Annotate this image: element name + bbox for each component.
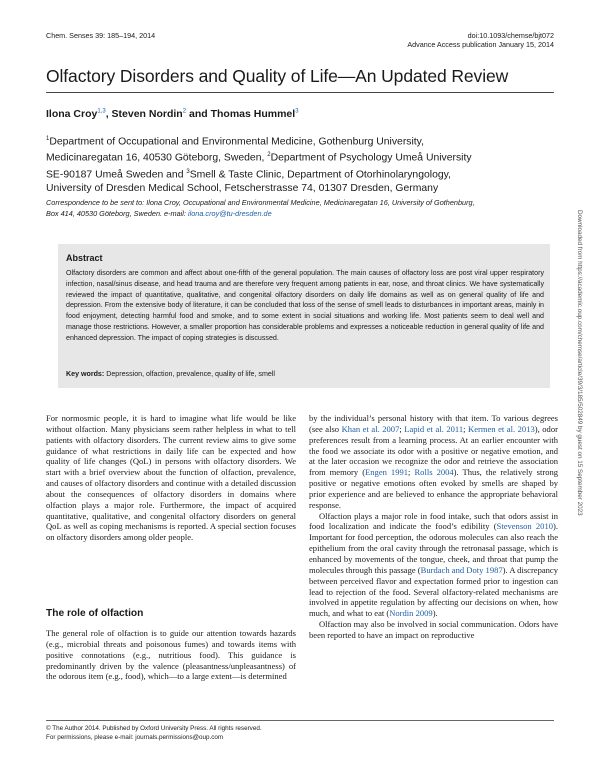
- article-title: Olfactory Disorders and Quality of Life—An Updated Review: [46, 66, 509, 86]
- body-text: For normosmic people, it is hard to imagine what life would be like without olfaction. Many physicians seem rather helpless in what to tell patients with olfactory disorders. The current review aims to give some guidance of what restrictions in daily life can be expected and how quality of life changes (QoL) in persons with olfactory disorders. We start with a brief overview about the function of olfaction, prevalence, and causes of olfactory disorders and continue with a detailed discussion about the consequences of olfactory disorders in domains where olfaction plays a major role. Furthermore, the impact of acquired quantitative, qualitative, and congenital olfactory disorders on general QoL as well as coping mechanisms is reported. A special section focuses on olfactory disorders among older people.: [46, 413, 296, 543]
- abstract-heading: Abstract: [66, 253, 103, 263]
- body-text: ;: [408, 467, 415, 478]
- role-paragraph: [46, 628, 296, 682]
- correspondence: [46, 198, 558, 219]
- affiliation-text: Smell & Taste Clinic, Department of Otorhinolaryngology,: [189, 169, 451, 180]
- body-text: ;: [463, 423, 469, 434]
- body-text: ). Important for food perception, the odorous molecules can also reach the epithelium from the oral cavity through the retronasal passage, which is enhanced by movements of the tongue, cheek, and throat that pump the molecules through this passage (: [309, 521, 558, 575]
- body-text: ). A discrepancy between perceived flavor and expectation formed prior to ingestion can lead to rejection of the food. Several olfactory-related mechanisms are involved in appetite regulation by affecting our decisions on when, how much, and what to eat (: [309, 564, 558, 619]
- intro-paragraph: [46, 413, 296, 543]
- permissions-text: For permissions, please e-mail: journals.permissions@oup.com: [46, 734, 224, 741]
- doi[interactable]: doi:10.1093/chemse/bjt072: [467, 31, 554, 40]
- citation-link[interactable]: Kermen et al. 2013: [468, 423, 535, 434]
- citation-link[interactable]: Rolls 2004: [414, 467, 454, 478]
- body-text: Olfaction plays a major role in food intake, such that odors assist in food localization and indicate the food’s edibility (: [309, 510, 558, 532]
- correspondence-text: Correspondence to be sent to: Ilona Croy, Occupational and Environmental Medicine, Medicinaregatan 16, University of Gothenburg,: [46, 198, 475, 207]
- affiliation-text: University of Dresden Medical School, Fetscherstrasse 74, 01307 Dresden, Germany: [46, 182, 439, 194]
- body-text: ), odor preferences result from a learning process. At an earlier encounter with the food we associate its odor with a positive or negative emotion, and at the later occasion we recognize the odor and retrieve the association from memory (: [309, 423, 558, 478]
- citation-link[interactable]: Stevenson 2010: [496, 521, 554, 532]
- right-column: [309, 413, 558, 641]
- body-text: Olfaction may also be involved in social communication. Odors have been reported to have an impact on reproductive: [309, 619, 558, 640]
- citation-link[interactable]: Engen 1991: [365, 467, 409, 478]
- author-name: Ilona Croy: [46, 108, 98, 120]
- citation-link[interactable]: Lapid et al. 2011: [404, 423, 464, 434]
- affiliation-text: Department of Occupational and Environmental Medicine, Gothenburg University,: [49, 136, 424, 148]
- affiliation-text: Department of Psychology Umeå University: [270, 152, 472, 164]
- body-text: The general role of olfaction is to guide our attention towards hazards (e.g., microbial threats and poisonous fumes) and towards items with positive connotations (e.g., nutritious food). This guidance is predominantly driven by the valence (pleasantness/unpleasantness) of the odorous item (e.g., food), which—to a large extent—is determined: [46, 628, 296, 682]
- author-affiliation-mark[interactable]: 2: [182, 108, 187, 115]
- citation-link[interactable]: Burdach and Doty 1987: [420, 564, 503, 575]
- journal-citation: Chem. Senses 39: 185–194, 2014: [46, 31, 156, 40]
- keywords: [66, 370, 544, 378]
- footer-divider: [46, 720, 554, 721]
- affiliation-text: Medicinaregatan 16, 40530 Göteborg, Sweden,: [46, 152, 268, 164]
- download-watermark: [574, 210, 584, 590]
- abstract-text: Olfactory disorders are common and affect about one-fifth of the general population. The main causes of olfactory loss are post viral upper respiratory infection, nasal/sinus disease, and head trauma and are therefore very frequent among patients in ear, nose, and throat clinics. We have systematically reviewed the impact of quantitative, qualitative, and congenital olfactory disorders on daily life domains as well as on general quality of life and depression. From the extensive body of literature, it can be concluded that loss of the sense of smell leads to disturbances in important areas, mainly in food enjoyment, detecting harmful food and smoke, and to some extent in social situations and working life. Most patients seem to deal well and manage those restrictions. However, a smaller proportion has considerable problems and expresses a noticeable reduction in general quality of life and enhanced depression. The impact of coping strategies is discussed.: [66, 269, 544, 342]
- correspondence-text: Box 414, 40530 Göteborg, Sweden. e-mail:: [46, 208, 188, 218]
- body-text: ). Thus, the relatively strong positive or negative emotions often evoked by smells are shaped by prior experience and are believed to enhance the appropriate behavioral response.: [309, 467, 559, 510]
- affiliation-mark: 3: [186, 168, 190, 175]
- copyright-footer: [46, 724, 262, 742]
- affiliation-text: SE-90187 Umeå Sweden and: [46, 169, 187, 180]
- citation-link[interactable]: Nordin 2009: [389, 608, 433, 619]
- body-text: ;: [399, 423, 405, 434]
- author-list: [46, 108, 299, 120]
- author-name: Steven Nordin: [111, 108, 183, 120]
- author-separator: and: [186, 108, 211, 120]
- body-text: by the individual’s personal history with that item. To various degrees (see also: [309, 413, 558, 434]
- advance-access: Advance Access publication January 15, 2014: [407, 40, 554, 49]
- body-text: ).: [432, 608, 438, 619]
- citation-link[interactable]: Khan et al. 2007: [341, 423, 400, 434]
- section-heading: The role of olfaction: [46, 608, 144, 619]
- copyright-text: © The Author 2014. Published by Oxford University Press. All rights reserved.: [46, 725, 262, 732]
- affiliations: [46, 133, 558, 196]
- author-name: Thomas Hummel: [210, 108, 296, 120]
- title-divider: [46, 92, 554, 93]
- email-link[interactable]: ilona.croy@tu-dresden.de: [187, 208, 272, 218]
- keywords-list: Depression, olfaction, prevalence, quality of life, smell: [104, 370, 275, 378]
- author-affiliation-mark[interactable]: 3: [295, 108, 299, 115]
- download-notice: Downloaded from https://academic.oup.com/chemse/article/39/3/185/502849 by guest on 15 September 2023: [576, 210, 583, 516]
- doi-block: [407, 31, 554, 49]
- affiliation-mark: 2: [267, 152, 271, 159]
- affiliation-mark: 1: [46, 136, 50, 142]
- author-affiliation-mark[interactable]: 1,3: [97, 108, 106, 115]
- author-separator: ,: [105, 108, 112, 120]
- keywords-label: Key words:: [66, 370, 105, 378]
